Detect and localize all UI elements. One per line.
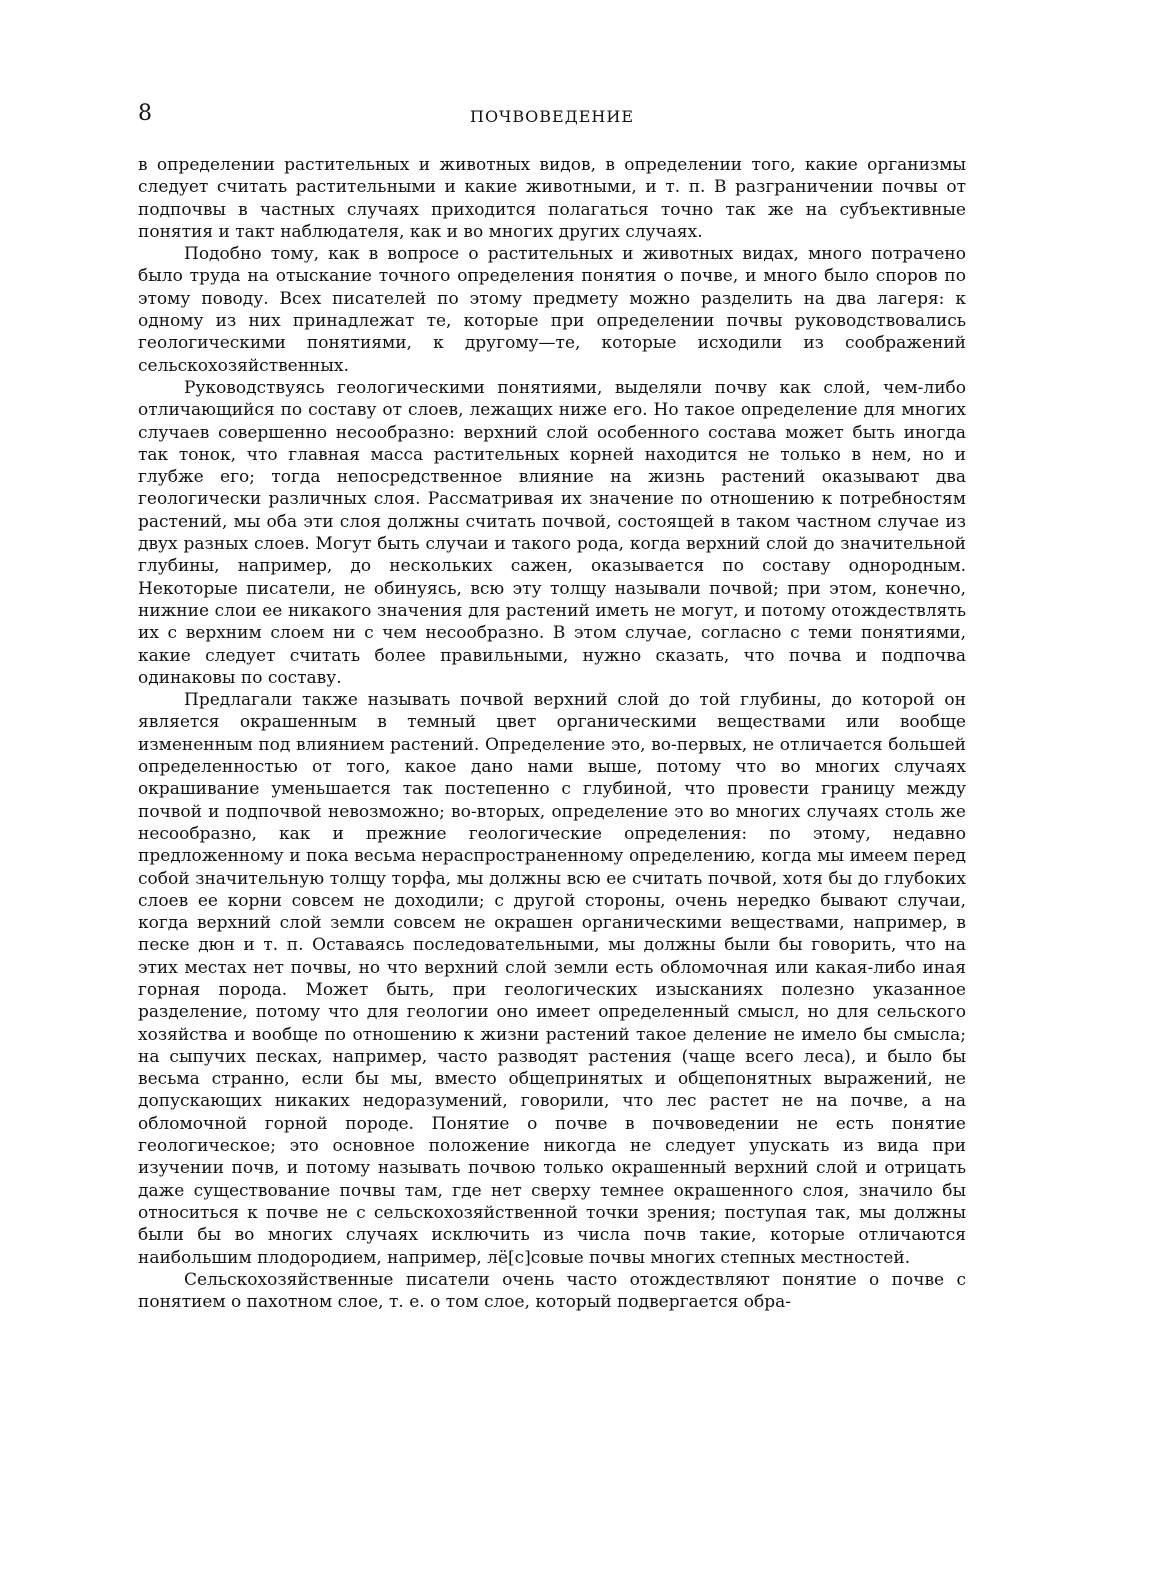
running-title: ПОЧВОВЕДЕНИЕ xyxy=(469,107,635,126)
paragraph: Сельскохозяйственные писатели очень часто отождествляют понятие о почве с понятием о пахотном слое, т. е. о том слое, который подвергается обра- xyxy=(138,1269,966,1313)
paragraph: Подобно тому, как в вопросе о растительных и животных видах, много потрачено было труда на отыскание точного определения понятия о почве, и много было споров по этому поводу. Всех писателей по этому предмету можно разделить на два лагеря: к одному из них принадлежат те, которые при определении почвы руководствовались геологическими понятиями, к другому—те, которые исходили из соображений сельскохозяйственных. xyxy=(138,244,966,376)
page-number: 8 xyxy=(138,101,152,126)
body-text xyxy=(138,154,966,1313)
paragraph: Предлагали также называть почвой верхний слой до той глубины, до которой он является окрашенным в темный цвет органическими веществами или вообще измененным под влиянием растений. Определение это, во-первых, не отличается большей определенностью от того, какое дано нами выше, потому что во многих случаях окрашивание уменьшается так постепенно с глубиной, что провести границу между почвой и подпочвой невозможно; во-вторых, определение это во многих случаях столь же несообразно, как и прежние геологические определения: по этому, недавно предложенному и пока весьма нераспространенному определению, когда мы имеем перед собой значительную толщу торфа, мы должны всю ее считать почвой, хотя бы до глубоких слоев ее корни совсем не доходили; с другой стороны, очень нередко бывают случаи, когда верхний слой земли совсем не окрашен органическими веществами, например, в песке дюн и т. п. Оставаясь последовательными, мы должны были бы говорить, что на этих местах нет почвы, но что верхний слой земли есть обломочная или какая-либо иная горная порода. Может быть, при геологических изысканиях полезно указанное разделение, потому что для геологии оно имеет определенный смысл, но для сельского хозяйства и вообще по отношению к жизни растений такое деление не имело бы смысла; на сыпучих песках, например, часто разводят растения (чаще всего леса), и было бы весьма странно, если бы мы, вместо общепринятых и общепонятных выражений, не допускающих никаких недоразумений, говорили, что лес растет не на почве, а на обломочной горной породе. Понятие о почве в почвоведении не есть понятие геологическое; это основное положение никогда не следует упускать из вида при изучении почв, и потому называть почвою только окрашенный верхний слой и отрицать даже существование почвы там, где нет сверху темнее окрашенного слоя, значило бы относиться к почве не с сельскохозяйственной точки зрения; поступая так, мы должны были бы во многих случаях исключить из числа почв такие, которые отличаются наибольшим плодородием, например, лё[с]совые почвы многих степных местностей. xyxy=(138,690,966,1268)
page-header xyxy=(138,100,966,134)
paragraph-continued: в определении растительных и животных видов, в определении того, какие организмы следует считать растительными и какие животными, и т. п. В разграничении почвы от подпочвы в частных случаях приходится полагаться точно так же на субъективные понятия и такт наблюдателя, как и во многих других случаях. xyxy=(138,155,966,242)
paragraph: Руководствуясь геологическими понятиями, выделяли почву как слой, чем-либо отличающийся по составу от слоев, лежащих ниже его. Но такое определение для многих случаев совершенно несообразно: верхний слой особенного состава может быть иногда так тонок, что главная масса растительных корней находится не только в нем, но и глубже его; тогда непосредственное влияние на жизнь растений оказывают два геологически различных слоя. Рассматривая их значение по отношению к потребностям растений, мы оба эти слоя должны считать почвой, состоящей в таком частном случае из двух разных слоев. Могут быть случаи и такого рода, когда верхний слой до значительной глубины, например, до нескольких сажен, оказывается по составу однородным. Некоторые писатели, не обинуясь, всю эту толщу называли почвой; при этом, конечно, нижние слои ее никакого значения для растений иметь не могут, и потому отождествлять их с верхним слоем ни с чем несообразно. В этом случае, согласно с теми понятиями, какие следует считать более правильными, нужно сказать, что почва и подпочва одинаковы по составу. xyxy=(138,377,966,688)
